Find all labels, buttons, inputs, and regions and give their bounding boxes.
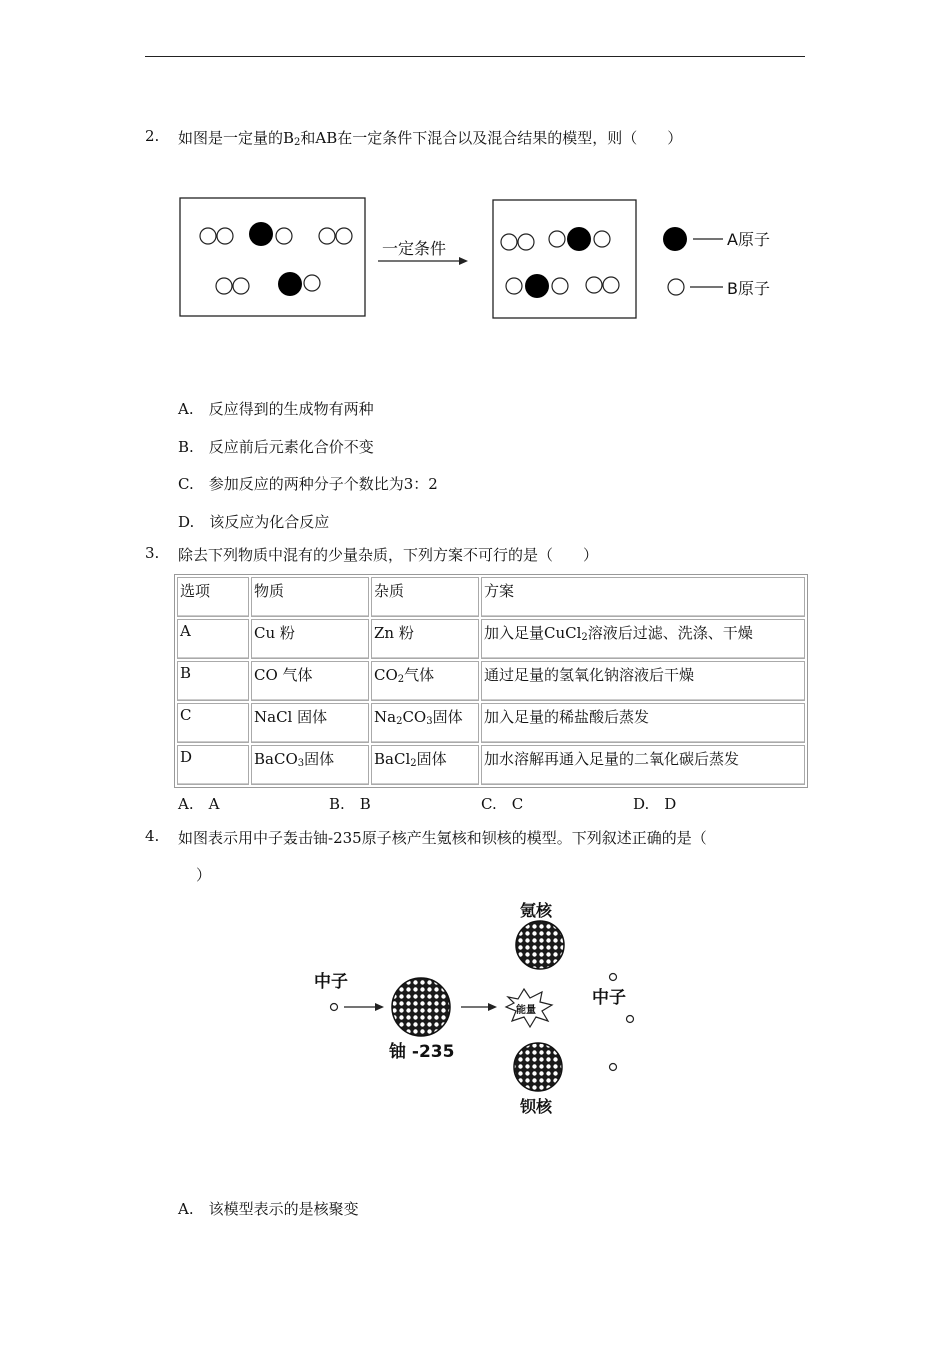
neutron-icon bbox=[610, 974, 617, 981]
option-cell: A bbox=[177, 619, 249, 659]
krypton-label: 氪核 bbox=[520, 901, 553, 920]
q4-stem-line2: ） bbox=[196, 866, 212, 884]
plan-cell: 加入足量CuCl$_2$溶液后过滤、洗涤、干燥 bbox=[481, 619, 805, 659]
impurity-cell: Zn 粉 bbox=[371, 619, 479, 659]
after-molecules bbox=[501, 231, 619, 294]
q3-choice-b[interactable]: B. B bbox=[329, 795, 371, 813]
q2-reaction-diagram bbox=[170, 190, 790, 330]
neutron-label-left: 中子 bbox=[314, 972, 348, 992]
header-cell: 杂质 bbox=[371, 577, 479, 617]
barium-label: 钡核 bbox=[520, 1097, 553, 1116]
uranium-nucleus-icon bbox=[392, 978, 450, 1036]
substance-cell: Cu 粉 bbox=[251, 619, 369, 659]
a-atom bbox=[278, 272, 302, 296]
plan-cell: 加入足量的稀盐酸后蒸发 bbox=[481, 703, 805, 743]
table-row bbox=[177, 661, 805, 701]
q3-number: 3. bbox=[145, 544, 160, 562]
header-cell: 方案 bbox=[481, 577, 805, 617]
q3-stem: 除去下列物质中混有的少量杂质，下列方案不可行的是（ ） bbox=[178, 546, 599, 564]
substance-cell: BaCO$_3$固体 bbox=[251, 745, 369, 785]
q3-choice-a[interactable]: A. A bbox=[178, 795, 220, 813]
plan-cell: 通过足量的氢氧化钠溶液后干燥 bbox=[481, 661, 805, 701]
option-cell: B bbox=[177, 661, 249, 701]
a-atom bbox=[525, 274, 549, 298]
krypton-nucleus-icon bbox=[516, 921, 564, 969]
impurity-cell: $Na_2CO_3$固体 bbox=[371, 703, 479, 743]
uranium-label: 铀 -235 bbox=[389, 1042, 455, 1062]
q4-number: 4. bbox=[145, 827, 160, 845]
q2-option-a[interactable]: A. 反应得到的生成物有两种 bbox=[178, 400, 374, 418]
substance-cell: CO 气体 bbox=[251, 661, 369, 701]
after-box bbox=[493, 200, 636, 318]
option-cell: C bbox=[177, 703, 249, 743]
plan-cell: 加水溶解再通入足量的二氧化碳后蒸发 bbox=[481, 745, 805, 785]
neutron-icon bbox=[610, 1064, 617, 1071]
q3-table bbox=[174, 574, 808, 788]
table-row bbox=[177, 745, 805, 785]
q2-option-d[interactable]: D. 该反应为化合反应 bbox=[178, 513, 330, 531]
legend-a-label: A原子 bbox=[727, 230, 770, 249]
q2-number: 2. bbox=[145, 127, 160, 145]
q2-stem: 如图是一定量的$B_2$和AB在一定条件下混合以及混合结果的模型，则（ ） bbox=[178, 129, 683, 148]
energy-label: 能量 bbox=[516, 1005, 536, 1016]
q4-fission-diagram bbox=[300, 895, 650, 1120]
neutron-icon bbox=[627, 1016, 634, 1023]
neutron-label-right: 中子 bbox=[592, 988, 626, 1008]
legend-b-atom bbox=[668, 279, 684, 295]
table-header-row bbox=[177, 577, 805, 617]
before-box bbox=[180, 198, 365, 316]
legend-b-label: B原子 bbox=[727, 279, 770, 298]
arrow-head bbox=[488, 1003, 497, 1011]
arrow-label: 一定条件 bbox=[382, 239, 447, 258]
q2-option-c[interactable]: C. 参加反应的两种分子个数比为3：2 bbox=[178, 475, 438, 493]
neutron-icon bbox=[331, 1004, 338, 1011]
table-row bbox=[177, 703, 805, 743]
before-molecules bbox=[200, 228, 352, 294]
q4-stem-line1: 如图表示用中子轰击铀-235原子核产生氪核和钡核的模型。下列叙述正确的是（ bbox=[178, 829, 707, 847]
arrow-head bbox=[375, 1003, 384, 1011]
impurity-cell: BaCl$_2$固体 bbox=[371, 745, 479, 785]
header-cell: 选项 bbox=[177, 577, 249, 617]
q3-choice-d[interactable]: D. D bbox=[633, 795, 677, 813]
option-cell: D bbox=[177, 745, 249, 785]
q4-option-a[interactable]: A. 该模型表示的是核聚变 bbox=[178, 1200, 359, 1218]
a-atom bbox=[249, 222, 273, 246]
header-cell: 物质 bbox=[251, 577, 369, 617]
barium-nucleus-icon bbox=[514, 1043, 562, 1091]
table-row bbox=[177, 619, 805, 659]
substance-cell: NaCl 固体 bbox=[251, 703, 369, 743]
q2-option-b[interactable]: B. 反应前后元素化合价不变 bbox=[178, 438, 374, 456]
legend-a-atom bbox=[663, 227, 687, 251]
impurity-cell: $CO_2$气体 bbox=[371, 661, 479, 701]
header-rule bbox=[145, 56, 805, 57]
q3-choice-c[interactable]: C. C bbox=[481, 795, 524, 813]
a-atom bbox=[567, 227, 591, 251]
arrow-head bbox=[459, 257, 468, 265]
